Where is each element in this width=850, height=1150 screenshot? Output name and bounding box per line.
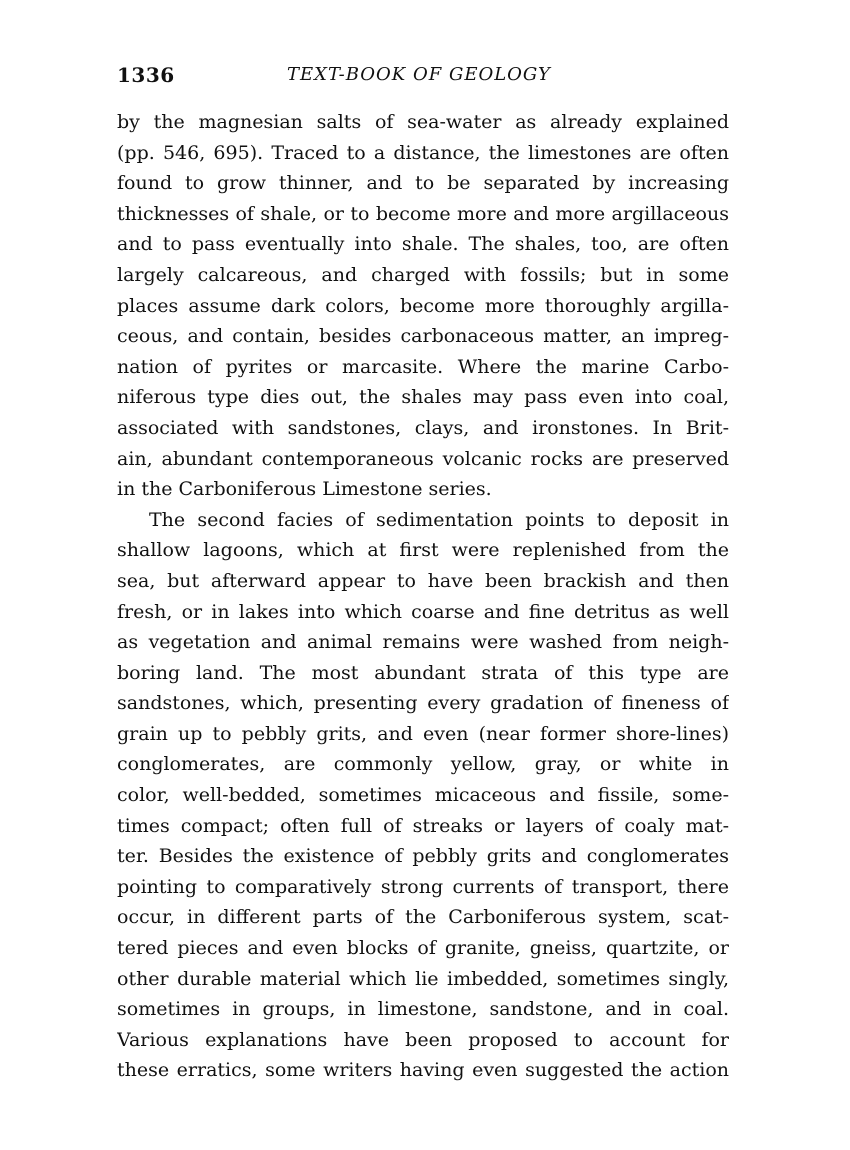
text-line: (pp. 546, 695). Traced to a distance, the limestones are often xyxy=(117,141,729,164)
text-line: other durable material which lie imbedded, sometimes singly, xyxy=(117,967,729,990)
text-line: grain up to pebbly grits, and even (near former shore-lines) xyxy=(117,722,729,745)
text-line: these erratics, some writers having even suggested the action xyxy=(117,1059,729,1082)
running-head xyxy=(117,58,729,92)
text-line: sometimes in groups, in limestone, sandstone, and in coal. xyxy=(117,998,729,1021)
text-line: occur, in different parts of the Carboniferous system, scat- xyxy=(117,906,729,929)
text-line: boring land. The most abundant strata of this type are xyxy=(117,661,729,684)
text-line: times compact; often full of streaks or layers of coaly mat- xyxy=(117,814,729,837)
text-line: conglomerates, are commonly yellow, gray, or white in xyxy=(117,753,729,776)
text-line: in the Carboniferous Limestone series. xyxy=(117,478,492,501)
text-line: The second facies of sedimentation points to deposit in xyxy=(149,508,729,531)
text-line: nation of pyrites or marcasite. Where the marine Carbo- xyxy=(117,355,729,378)
text-line: sea, but afterward appear to have been brackish and then xyxy=(117,569,729,592)
text-line: fresh, or in lakes into which coarse and fine detritus as well xyxy=(117,600,729,623)
text-line: tered pieces and even blocks of granite, gneiss, quartzite, or xyxy=(117,937,729,960)
running-title: TEXT-BOOK OF GEOLOGY xyxy=(287,64,551,85)
text-line: by the magnesian salts of sea-water as already explained xyxy=(117,111,729,133)
paragraph-1 xyxy=(117,107,729,505)
text-line: niferous type dies out, the shales may pass even into coal, xyxy=(117,386,729,409)
text-line: and to pass eventually into shale. The shales, too, are often xyxy=(117,233,729,256)
text-line: ter. Besides the existence of pebbly grits and conglomerates xyxy=(117,845,729,868)
text-line: thicknesses of shale, or to become more and more argillaceous xyxy=(117,202,729,225)
text-line: pointing to comparatively strong currents of transport, there xyxy=(117,875,729,898)
page-number: 1336 xyxy=(117,63,175,87)
text-line: ceous, and contain, besides carbonaceous matter, an impreg- xyxy=(117,325,729,348)
text-line: places assume dark colors, become more thoroughly argilla- xyxy=(117,294,729,317)
body-text xyxy=(117,107,729,1086)
text-line: ain, abundant contemporaneous volcanic rocks are preserved xyxy=(117,447,729,470)
text-line: as vegetation and animal remains were washed from neigh- xyxy=(117,631,729,654)
text-line: largely calcareous, and charged with fossils; but in some xyxy=(117,263,729,286)
text-line: sandstones, which, presenting every gradation of fineness of xyxy=(117,692,729,715)
text-line: found to grow thinner, and to be separated by increasing xyxy=(117,172,729,195)
book-page xyxy=(117,58,729,1086)
text-line: shallow lagoons, which at first were replenished from the xyxy=(117,539,729,562)
text-line: associated with sandstones, clays, and ironstones. In Brit- xyxy=(117,416,729,439)
text-line: Various explanations have been proposed to account for xyxy=(117,1028,729,1051)
text-line: color, well-bedded, sometimes micaceous and fissile, some- xyxy=(117,784,729,807)
paragraph-2 xyxy=(117,505,729,1086)
